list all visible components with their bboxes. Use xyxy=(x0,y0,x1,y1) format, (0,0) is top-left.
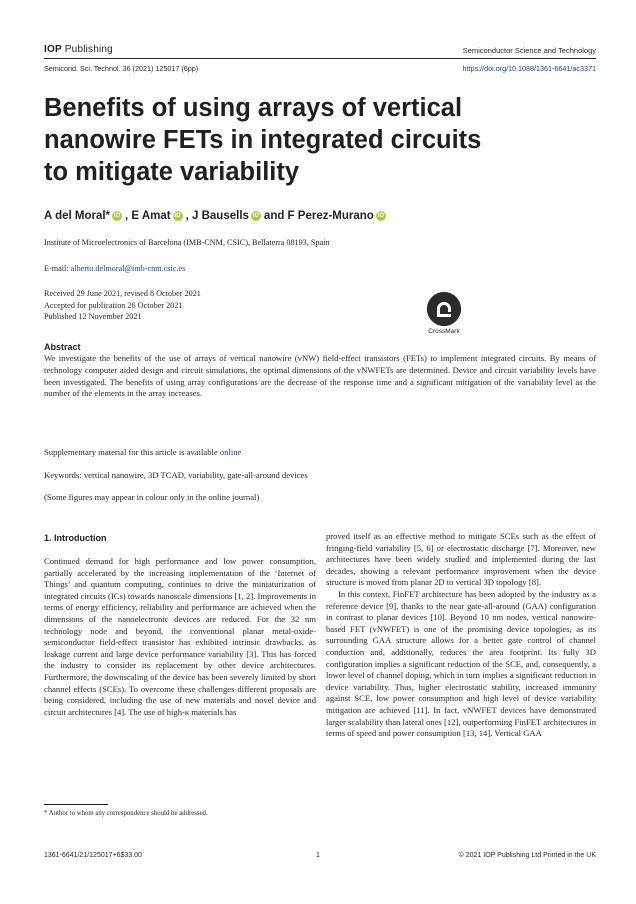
author-list xyxy=(44,210,389,222)
paragraph: Continued demand for high performance and low power consumption, partially accelerated by the increasing implementation of the ‘Internet of Things’ and quantum computing, continues to drive the miniaturization of integrated circuits (ICs) towards nanoscale dimensions [1, 2]. Improvements in terms of energy efficiency, reliability and performance are achieved when the dimensions of the nanoelectronic devices are reduced. For the 32 nm technology node and beyond, the conventional planar metal-oxide-semiconductor field-effect transistor has exhibited intrinsic drawbacks, as leakage current and large device performance variability [3]. This has forced the industry to consider its replacement by other device architectures. Furthermore, the downscaling of the device has been severely limited by short channel effects (SCEs). To overcome these challenges different proposals are being considered, including the use of new materials and novel device and circuit architectures [4]. The use of high-κ materials has xyxy=(44,556,316,717)
abstract-heading: Abstract xyxy=(44,342,81,352)
article-title xyxy=(44,92,564,188)
article-dates xyxy=(44,288,201,323)
publisher-logo: IOP Publishing xyxy=(44,44,113,55)
footnote-rule xyxy=(44,804,108,805)
crossmark-button[interactable] xyxy=(422,292,466,335)
orcid-icon[interactable]: iD xyxy=(377,212,385,219)
title-line: Benefits of using arrays of vertical xyxy=(44,94,463,122)
page-number: 1 xyxy=(316,852,320,859)
section-heading-introduction: 1. Introduction xyxy=(44,533,107,543)
author-name[interactable]: , J Bausells xyxy=(185,210,249,222)
doi-link[interactable]: https://doi.org/10.1088/1361-6641/ac3371 xyxy=(462,64,596,73)
affiliation: Institute of Microelectronics of Barcelona (IMB-CNM, CSIC), Bellaterra 08193, Spain xyxy=(44,238,330,247)
orcid-icon[interactable]: iD xyxy=(113,212,121,219)
supplementary-link[interactable]: online xyxy=(219,447,242,457)
title-line: nanowire FETs in integrated circuits xyxy=(44,126,482,154)
title-line: to mitigate variability xyxy=(44,158,300,186)
paragraph: proved itself as an effective method to mitigate SCEs such as the effect of fringing-field variability [5, 6] or electrostatic discharge [7]. Moreover, new architectures have been widely studied and implemented during the last decades, showing a relevant performance improvement when the device structure is moved from planar 2D to vertical 3D topology [8]. xyxy=(326,531,596,588)
colour-note: (Some figures may appear in colour only in the online journal) xyxy=(44,492,260,502)
orcid-icon[interactable]: iD xyxy=(174,212,181,219)
abstract-text: We investigate the benefits of the use of arrays of vertical nanowire (vNW) field-effect transistors (FETs) to implement integrated circuits. By means of technology computer aided design and circuit simulations, the optimal dimensions of the vNWFETs are determined. Device and circuit variability levels have been investigated. The benefits of using array configurations are the decrease of the response time and a significant mitigation of the variability level as the number of the elements in the array increases. xyxy=(44,353,596,399)
author-name[interactable]: , E Amat xyxy=(125,210,171,222)
issn: 1361-6641/21/125017+6$33.00 xyxy=(44,852,142,859)
author-name[interactable]: and F Perez-Murano xyxy=(263,210,374,222)
orcid-icon[interactable]: iD xyxy=(252,212,260,219)
crossmark-label: CrossMark xyxy=(428,328,460,335)
footnote: * Author to whom any correspondence should be addressed. xyxy=(44,810,208,817)
header-rule xyxy=(44,58,596,59)
author-name[interactable]: A del Moral* xyxy=(44,210,111,222)
supplementary-note xyxy=(44,447,241,457)
keywords: Keywords: vertical nanowire, 3D TCAD, variability, gate-all-around devices xyxy=(44,470,308,480)
journal-name: Semiconductor Science and Technology xyxy=(462,46,596,55)
email-line xyxy=(44,264,185,273)
supplementary-text: Supplementary material for this article is available xyxy=(44,447,220,457)
body-column-left xyxy=(44,556,316,718)
date-accepted: Accepted for publication 26 October 2021 xyxy=(44,300,183,310)
paragraph: In this context, FinFET architecture has been adopted by the industry as a reference device [9], thanks to the near gate-all-around (GAA) configuration in contrast to planar devices [10]. Beyond 10 nm nodes, vertical nanowire-based FET (vNWFET) is one of the promising device topologies, as its surrounding GAA structure allows for a better gate control of channel conduction and, additionally, reduces the area footprint. Its fully 3D configuration implies a significant reduction of the SCE, and, consequently, a lower level of channel doping, which in turn implies a significant reduction in device variability. Thus, higher electrostatic stability, increased immunity against SCE, low power consumption and high level of device variability mitigation are achieved [11]. In fact, vNWFET devices have demonstrated larger scalability than lateral ones [12], outperforming FinFET architectures in terms of speed and power consumption [13, 14]. Vertical GAA xyxy=(326,588,596,739)
email-link[interactable]: alberto.delmoral@imb-cnm.csic.es xyxy=(70,264,186,273)
citation: Semicond. Sci. Technol. 36 (2021) 125017 (6pp) xyxy=(44,64,199,73)
body-column-right xyxy=(326,531,596,740)
date-received: Received 29 June 2021, revised 8 October 2021 xyxy=(44,289,201,298)
copyright: © 2021 IOP Publishing Ltd Printed in the UK xyxy=(458,852,596,859)
email-label: E-mail: xyxy=(44,264,71,273)
date-published: Published 12 November 2021 xyxy=(44,312,142,321)
crossmark-icon xyxy=(427,292,461,326)
